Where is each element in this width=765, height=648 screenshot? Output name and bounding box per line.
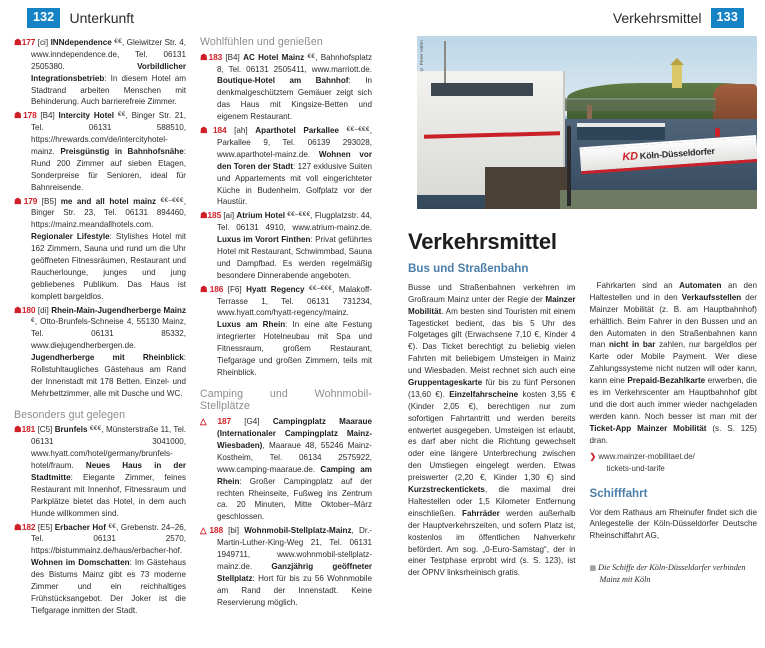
photo-caption-text: Die Schiffe der Köln-Düsseldorfer verbinden Mainz mit Köln — [598, 563, 746, 584]
left-column-1 — [14, 36, 186, 618]
hotel-bed-icon: ☗185 — [200, 210, 224, 221]
map-reference-code: [di] — [37, 305, 52, 315]
left-running-head — [14, 0, 386, 36]
body-paragraph: Fahrkarten sind an Automaten an den Haltestellen und in den Verkaufsstellen der Mainzer Mobilität (z. B. am Hauptbahnhof) erhältlich. Beim Fahrer in den Bussen und an den Automaten in den Straßenbahnen kann man nicht in bar zahlen, nur bargeldlos per Karte oder Mobile Payment. Wer diese Zahlungssysteme nicht nutzen will oder kann, kann eine Prepaid-Bezahlkarte erwerben, die es im Verkehrscenter am Hauptbahnhof gibt und die dort auch immer wieder nachgeladen werden kann. Noch besser ist man mit der Ticket-App Mainzer Mobilität (s. S. 125) dran. — [589, 281, 758, 445]
kd-logo-text: KD — [622, 149, 639, 163]
listing-entry-text: Wohnmobil-Stellplatz-Mainz, Dr.-Martin-Luther-King-Weg 21, Tel. 06131 1949711, www.wohnmobil-stellplatz-mainz.de. Ganzjährig geöffneter Stellplatz: Hort für bis zu 56 Wohnmobile am Rand der Innenstadt. Keine Reservierung möglich. — [217, 526, 373, 607]
hotel-bed-icon: ☗182 — [14, 521, 38, 532]
left-column-2 — [200, 36, 372, 618]
photo-caption — [590, 562, 758, 585]
listing-entry-text: INNdependence €€, Gleiwitzer Str. 4, www.inndependence.de, Tel. 06131 2505380. Vorbildlicher Integrationsbetrieb: In diesem Hotel am Stadtrand arbeiten Menschen mit Behinderung. Auch barrierefreie Zimmer. — [31, 38, 187, 107]
map-reference-code: [ci] — [37, 38, 51, 47]
left-running-head-title: Unterkunft — [69, 10, 135, 26]
photo-credit: © Peter Höhn — [419, 40, 424, 72]
listing-entry — [200, 524, 372, 608]
section-head-bus-und-strassenbahn: Bus und Straßenbahn — [408, 262, 529, 275]
left-page-columns — [14, 36, 386, 618]
left-page-number: 132 — [27, 8, 60, 28]
hotel-bed-icon: ☗179 — [14, 195, 42, 206]
map-reference-code: [B5] — [41, 196, 61, 206]
listing-entry — [200, 51, 372, 123]
column-spacer — [590, 262, 758, 280]
listing-entry — [200, 124, 372, 208]
listing-entry-text: Aparthotel Parkallee €€–€€€, Parkallee 9, Tel. 06139 293028, www.aparthotel-mainz.de. Wohnen vor den Toren der Stadt: 127 exklusive Suiten und Appartements mit voll eingerichteter Küche in Budenheim. Golfplatz vor der Haustür. — [217, 126, 373, 207]
link-arrow-icon: ❯ — [589, 452, 597, 462]
listing-entry-text: Atrium Hotel €€–€€€, Flugplatzstr. 44, Tel. 06131 4910, www.atrium-mainz.de. Luxus im Vorort Finthen: Privat geführtes Hotel mit Restaurant, Schwimmbad, Sauna und Dampfbad. Es werden regelmäßig besondere Dinnerabende angeboten. — [217, 211, 373, 280]
photo-barge — [577, 123, 665, 140]
hotel-bed-icon: ☗181 — [14, 424, 38, 435]
hotel-bed-icon: ☗178 — [14, 110, 41, 121]
right-page-columns — [408, 262, 757, 585]
rhine-river-ship-photo — [417, 36, 757, 209]
camping-tent-icon: △187 — [200, 416, 245, 427]
listing-entry — [14, 36, 186, 108]
photo-tower — [672, 64, 682, 88]
map-reference-code: [ah] — [234, 126, 256, 136]
photo-icon: ▦ — [589, 564, 597, 573]
section-head-schifffahrt: Schifffahrt — [589, 486, 648, 500]
map-reference-code: [G4] — [244, 417, 273, 427]
listing-entry — [200, 209, 372, 281]
right-column-2 — [590, 262, 758, 585]
website-url-line-2[interactable]: tickets-und-tarife — [606, 463, 665, 473]
camping-tent-icon: △188 — [200, 525, 229, 536]
right-page — [400, 0, 765, 648]
hotel-bed-icon: ☗183 — [200, 51, 226, 62]
kd-brand-text: Köln-Düsseldorfer — [639, 145, 716, 161]
listing-entry — [14, 195, 186, 303]
listing-entry-text: AC Hotel Mainz €€, Bahnhofsplatz 8, Tel. 06131 2505411, www.marriott.de. Boutique-Hotel am Bahnhof: In denkmalgeschütztem Gemäuer zeigt sich das Haus mit Kingsize-Betten und eigenem Restaurant. — [217, 52, 373, 122]
right-running-head-title: Verkehrsmittel — [612, 10, 702, 26]
right-running-head — [408, 0, 757, 36]
body-paragraph: Vor dem Rathaus am Rheinufer findet sich die Anlegestelle der Köln-Düsseldorfer Deutsche Rheinschiffahrt AG, — [589, 507, 757, 541]
gangway-brand-label — [622, 145, 715, 163]
map-reference-code: [E5] — [37, 522, 55, 532]
category-subhead: Wohlfühlen und genießen — [200, 36, 323, 48]
photo-quay — [560, 190, 757, 209]
listing-entry-text: Intercity Hotel €€, Binger Str. 21, Tel. 06131 588510, https://hrewards.com/de/intercityhotel-mainz. Preisgünstig in Bahnhofsnähe: Rund 200 Zimmer auf sieben Etagen, Sonderpreise für Senioren, ideal für Bahnreisende. — [31, 111, 187, 192]
category-subhead: Camping und Wohnmobil-Stellplätze — [200, 387, 372, 413]
photo-ship-mast — [444, 41, 446, 83]
listing-entry — [14, 423, 186, 519]
website-link[interactable] — [590, 451, 758, 473]
listing-entry-text: Rhein-Main-Jugendherberge Mainz €, Otto-Brunfels-Schneise 4, 55130 Mainz, Tel. 06131 85332, www.diejugendherbergen.de. Jugendherberge mit Rheinblick: Rollstuhltaugliches Gästehaus am Rand der Innenstadt mit 178 Betten. Einzel- und Mehrbettzimmer, alle mit Dusche und WC. — [31, 305, 187, 398]
listing-entry-text: Brunfels €€€, Münsterstraße 11, Tel. 06131 3041000, www.hyatt.com/hotel/germany/brunfels-hotel/fraum. Neues Haus in der Stadtmitte: Elegante Zimmer, feines Restaurant mit Innenhof, Fitnessraum und Parkplätze bietet das Hotel, in dem auch Hunde willkommen sind. — [31, 425, 187, 518]
photo-buoy — [715, 128, 720, 137]
listing-entry-text: Erbacher Hof €€, Grebenstr. 24–26, Tel. 06131 2570, https://bistummainz.de/haus/erbacher-hof. Wohnen im Domschatten: Im Gästehaus des Bistums Mainz gibt es 73 moderne Zimmer und ein reichhaltiges Frühstücksangebot. Der Joker ist die Tiefgarage inmitten der Stadt. — [31, 522, 186, 615]
right-column-1 — [408, 262, 576, 585]
listing-entry — [14, 521, 186, 617]
listing-entry-text: me and all hotel mainz €€–€€€, Binger Str. 23, Tel. 06131 894460, https://mainz.meandallhotels.com. Regionaler Lifestyle: Stylishes Hotel mit 162 Zimmern, Sauna und rund um die Uhr geöffneten Fitnessräumen, Restaurant und Raucherlounge, junges und jung gebliebenes Publikum. Das Haus ist komplett bargeldlos. — [31, 196, 186, 301]
listing-entry-text: Campingplatz Maaraue (Internationaler Campingplatz Mainz-Wiesbaden), Maaraue 48, 55246 Mainz-Kostheim, Tel. 06134 2575922, www.camping-maaraue.de. Camping am Rhein: Großer Campingplatz auf der rechten Rheinseite, Fußweg ins Zentrum ca. 20 Minuten, Mitte Oktober–März geschlossen. — [217, 417, 373, 522]
map-reference-code: [B4] — [225, 52, 244, 62]
body-paragraph: Busse und Straßenbahnen verkehren im Großraum Mainz unter der Regie der Mainzer Mobilität. Am besten sind Touristen mit einem Tagesticket bedient, das bis 5 Uhr des Folgetages gilt (Erwachsene 7,10 €, Kinder 4 €). Das Ticket berechtigt zu beliebig vielen Fahrten mit beliebigem Umsteigen in Mainz und Wiesbaden. Meist rechnet sich auch eine Gruppentageskarte für bis zu fünf Personen (13,60 €). Einzelfahrscheine kosten 3,55 € (Kinder 2,05 €), berechtigen nur zum sofortigen Fahrtantritt und werden bereits entwertet ausgegeben. Umsteigen ist erlaubt, es darf aber nicht die Richtung gewechselt oder eine längere Unterbrechung zwischen den Umstiegen eingelegt werden. Etwas preiswerter (2,20 €, Kinder 1,30 €) sind Kurzstreckentickets, die maximal drei Haltestellen oder 1,5 Kilometer Entfernung einschließen. Fahrräder werden außerhalb der Hauptverkehrszeiten, und sofern Platz ist, kostenlos im öffentlichen Nahverkehr befördert. Am sog. „0-Euro-Samstag“, der in einer Testphase erprobt wird (s. S. 123), ist der ÖPNV linksrheinisch gratis. — [408, 282, 576, 578]
hotel-bed-icon: ☗184 — [200, 125, 235, 136]
listing-entry — [14, 304, 186, 400]
website-url-line-1[interactable]: www.mainzer-mobilitaet.de/ — [598, 452, 695, 462]
hotel-bed-icon: ☗186 — [200, 283, 228, 294]
map-reference-code: [ai] — [223, 211, 237, 221]
photo-ship-deck — [431, 83, 533, 96]
map-reference-code: [bi] — [228, 526, 245, 536]
listing-entry — [200, 283, 372, 379]
map-reference-code: [C5] — [37, 425, 55, 435]
page-title: Verkehrsmittel — [408, 229, 557, 254]
map-reference-code: [F6] — [227, 284, 247, 294]
hotel-bed-icon: ☗177 — [14, 37, 38, 47]
listing-entry — [200, 415, 372, 523]
map-reference-code: [B4] — [40, 111, 59, 121]
right-page-number: 133 — [711, 8, 744, 28]
listing-entry — [14, 109, 186, 193]
listing-entry-text: Hyatt Regency €€–€€€, Malakoff-Terrasse 1, Tel. 06131 731234, www.hyatt.com/hyatt-regency/mainz. Luxus am Rhein: In eine alte Festung integrierter Hotelneubau mit Spa und Fitnessraum, großem Restaurant, Tiefgarage und großen Zimmern, teils mit Rheinblick. — [217, 284, 373, 377]
photo-mooring-pole — [567, 126, 571, 206]
category-subhead: Besonders gut gelegen — [14, 408, 126, 421]
photo-dock — [485, 167, 567, 209]
hostel-icon: ☗180 — [14, 304, 38, 315]
